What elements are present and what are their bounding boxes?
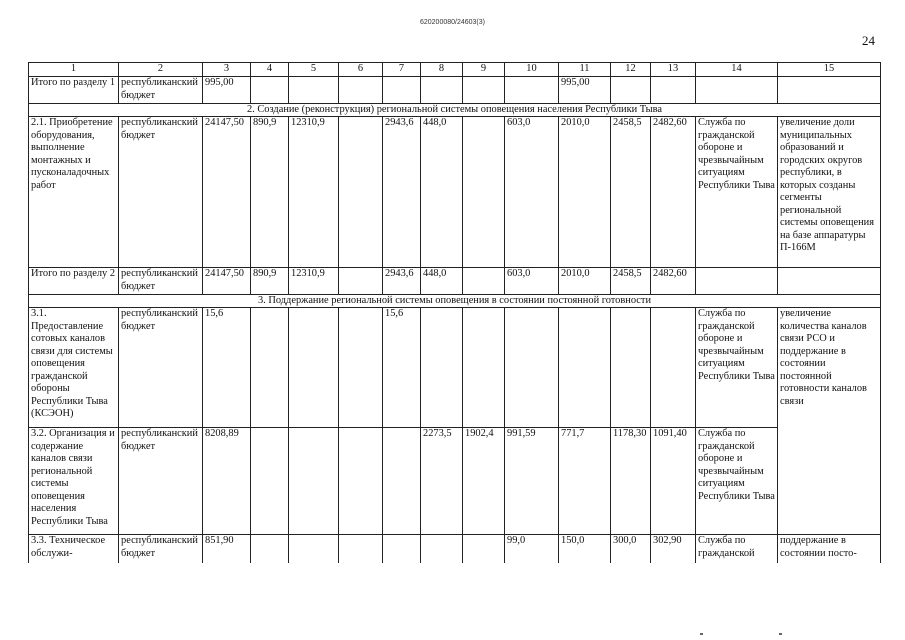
cell-executor: [696, 77, 778, 104]
cell-value: 1178,30: [611, 428, 651, 535]
cell-value: 2943,6: [383, 268, 421, 295]
cell-value: [611, 308, 651, 428]
section-title: 2. Создание (реконструкция) региональной системы оповещения населения Республики Тыва: [29, 104, 881, 117]
cell-executor: Служба по гражданской обороне и чрезвычайным ситуациям Республики Тыва: [696, 308, 778, 428]
cell-value: 995,00: [559, 77, 611, 104]
cell-source: республиканский бюджет: [119, 428, 203, 535]
cell-value: [463, 268, 505, 295]
cell-total: 8208,89: [203, 428, 251, 535]
cell-value: [463, 77, 505, 104]
cell-value: 991,59: [505, 428, 559, 535]
header-row: [29, 63, 881, 77]
cell-value: 2458,5: [611, 117, 651, 268]
cell-value: [505, 308, 559, 428]
cell-source: республиканский бюджет: [119, 117, 203, 268]
cell-value: 2010,0: [559, 268, 611, 295]
cell-value: 2010,0: [559, 117, 611, 268]
cell-value: [289, 308, 339, 428]
cell-value: [339, 428, 383, 535]
table-row: [29, 117, 881, 268]
cell-value: [505, 77, 559, 104]
col-header: 3: [203, 63, 251, 77]
cell-executor: Служба по гражданской: [696, 535, 778, 564]
cell-value: [421, 77, 463, 104]
cell-value: 2273,5: [421, 428, 463, 535]
col-header: 7: [383, 63, 421, 77]
col-header: 11: [559, 63, 611, 77]
budget-table: [28, 62, 881, 563]
cell-result: поддержание в состоянии посто-: [778, 535, 881, 564]
cell-value: 603,0: [505, 268, 559, 295]
cell-source: республиканский бюджет: [119, 535, 203, 564]
cell-value: [339, 77, 383, 104]
col-header: 8: [421, 63, 463, 77]
col-header: 4: [251, 63, 289, 77]
cell-value: [251, 77, 289, 104]
cell-source: республиканский бюджет: [119, 268, 203, 295]
cell-value: 771,7: [559, 428, 611, 535]
cell-executor: Служба по гражданской обороне и чрезвычайным ситуациям Республики Тыва: [696, 117, 778, 268]
cell-result: увеличение доли муниципальных образований и городских округов республики, в которых созданы сегменты региональной системы оповещения на базе аппаратуры П-166М: [778, 117, 881, 268]
cell-name: Итого по разделу 1: [29, 77, 119, 104]
col-header: 9: [463, 63, 505, 77]
cell-name: 2.1. Приобретение оборудования, выполнение монтажных и пусконаладочных работ: [29, 117, 119, 268]
cell-value: [383, 428, 421, 535]
cell-value: [339, 117, 383, 268]
cell-value: [463, 308, 505, 428]
cell-total: 24147,50: [203, 117, 251, 268]
cell-value: 448,0: [421, 117, 463, 268]
section-row: [29, 104, 881, 117]
cell-name: Итого по разделу 2: [29, 268, 119, 295]
cell-value: [289, 535, 339, 564]
cell-value: [251, 535, 289, 564]
table-row: [29, 535, 881, 564]
cell-value: [289, 77, 339, 104]
cell-value: 2458,5: [611, 268, 651, 295]
cell-value: 300,0: [611, 535, 651, 564]
col-header: 14: [696, 63, 778, 77]
col-header: 13: [651, 63, 696, 77]
cell-value: 2482,60: [651, 268, 696, 295]
cell-value: [421, 308, 463, 428]
cell-value: 448,0: [421, 268, 463, 295]
cell-result: увеличение количества каналов связи РСО и поддержание в состоянии постоянной готовности каналов связи: [778, 308, 881, 535]
cell-value: 890,9: [251, 268, 289, 295]
cell-value: 890,9: [251, 117, 289, 268]
cell-source: республиканский бюджет: [119, 77, 203, 104]
table-row: [29, 77, 881, 104]
cell-result: [778, 268, 881, 295]
section-row: [29, 295, 881, 308]
page-number: 24: [862, 33, 875, 48]
col-header: 2: [119, 63, 203, 77]
table-row: [29, 268, 881, 295]
cell-value: [463, 535, 505, 564]
col-header: 12: [611, 63, 651, 77]
col-header: 1: [29, 63, 119, 77]
scan-speck: [700, 633, 703, 635]
cell-value: [559, 308, 611, 428]
cell-name: 3.3. Техническое обслужи-: [29, 535, 119, 564]
cell-executor: Служба по гражданской обороне и чрезвычайным ситуациям Республики Тыва: [696, 428, 778, 535]
cell-name: 3.2. Организация и содержание каналов связи региональной системы оповещения населения Республики Тыва: [29, 428, 119, 535]
cell-value: 99,0: [505, 535, 559, 564]
cell-value: [383, 535, 421, 564]
cell-name: 3.1. Предоставление сотовых каналов связи для системы оповещения гражданской обороны Республики Тыва (КСЭОН): [29, 308, 119, 428]
cell-value: [339, 268, 383, 295]
table-row: [29, 428, 881, 535]
cell-value: 150,0: [559, 535, 611, 564]
cell-value: [421, 535, 463, 564]
cell-total: 995,00: [203, 77, 251, 104]
col-header: 15: [778, 63, 881, 77]
cell-value: 302,90: [651, 535, 696, 564]
document-code: 620200080/24603(3): [419, 19, 485, 26]
cell-source: республиканский бюджет: [119, 308, 203, 428]
cell-value: 12310,9: [289, 268, 339, 295]
cell-total: 15,6: [203, 308, 251, 428]
cell-total: 24147,50: [203, 268, 251, 295]
col-header: 5: [289, 63, 339, 77]
cell-value: [339, 308, 383, 428]
cell-value: 1091,40: [651, 428, 696, 535]
cell-value: 603,0: [505, 117, 559, 268]
cell-value: [339, 535, 383, 564]
cell-value: 12310,9: [289, 117, 339, 268]
scan-speck: [779, 633, 782, 635]
cell-total: 851,90: [203, 535, 251, 564]
cell-value: [289, 428, 339, 535]
cell-value: [463, 117, 505, 268]
col-header: 6: [339, 63, 383, 77]
cell-value: 2482,60: [651, 117, 696, 268]
cell-value: 2943,6: [383, 117, 421, 268]
cell-value: [651, 308, 696, 428]
cell-value: 15,6: [383, 308, 421, 428]
table-row: [29, 308, 881, 428]
cell-value: [651, 77, 696, 104]
cell-value: 1902,4: [463, 428, 505, 535]
cell-executor: [696, 268, 778, 295]
section-title: 3. Поддержание региональной системы оповещения в состоянии постоянной готовности: [29, 295, 881, 308]
cell-value: [383, 77, 421, 104]
cell-result: [778, 77, 881, 104]
col-header: 10: [505, 63, 559, 77]
cell-value: [251, 428, 289, 535]
cell-value: [611, 77, 651, 104]
cell-value: [251, 308, 289, 428]
